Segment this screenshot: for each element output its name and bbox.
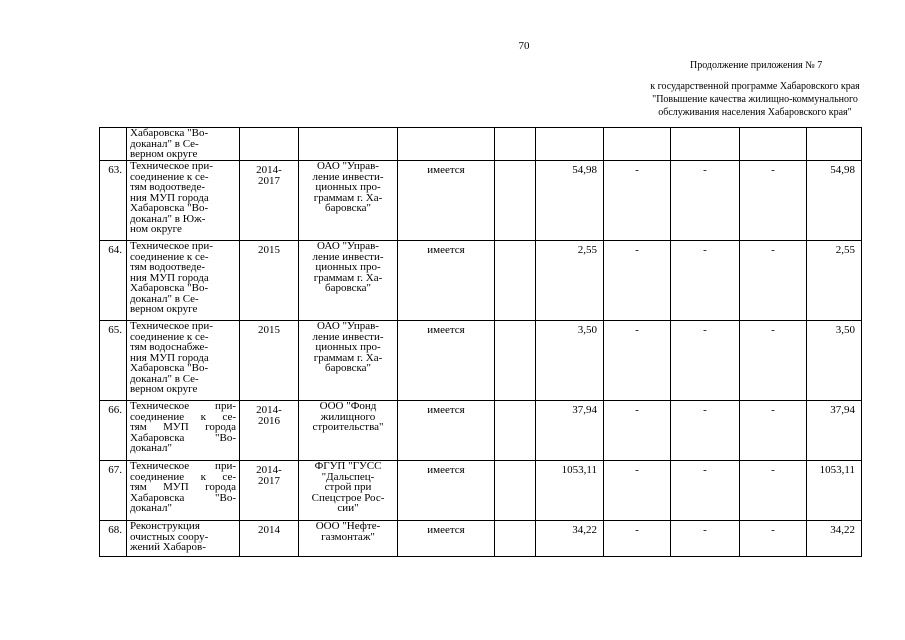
row-number	[100, 128, 127, 161]
years-line: 2017	[258, 474, 280, 487]
empty-cell	[495, 401, 536, 461]
measure-name	[127, 161, 240, 241]
local-value: -	[740, 161, 807, 241]
table-row	[100, 161, 862, 241]
measure-name-line: Техническое при-	[130, 460, 236, 472]
measure-name	[127, 128, 240, 161]
regional-value: -	[671, 321, 740, 401]
table-row	[100, 401, 862, 461]
total-value: 37,94	[536, 401, 604, 461]
measure-name-line: верном округе	[130, 303, 198, 315]
years-line: 2014	[258, 524, 280, 536]
table-row	[100, 521, 862, 557]
documentation-status	[398, 128, 495, 161]
executor-org-line: граммам г. Ха-	[313, 351, 383, 364]
program-title-line: к государственной программе Хабаровского края	[650, 81, 860, 92]
measure-name-line: Хабаровска "Во-	[130, 282, 209, 294]
local-value: -	[740, 461, 807, 521]
measure-name-line: верном округе	[130, 383, 198, 395]
local-value	[740, 128, 807, 161]
measure-name-line: ния МУП города	[130, 271, 209, 284]
empty-cell	[495, 521, 536, 557]
measure-name-line: соединение к се-	[130, 250, 209, 263]
extra-budget-value	[807, 128, 862, 161]
local-value: -	[740, 521, 807, 557]
measure-name	[127, 241, 240, 321]
executor-org-line: баровска"	[324, 202, 372, 214]
measure-name-line: Хабаровска "Во-	[130, 202, 209, 214]
executor-org-line: ОАО "Управ-	[317, 240, 379, 252]
executor-org	[299, 521, 398, 557]
executor-org-line: граммам г. Ха-	[313, 271, 383, 284]
page-number: 70	[518, 40, 530, 52]
executor-org	[299, 161, 398, 241]
program-table	[99, 127, 862, 557]
total-value: 54,98	[536, 161, 604, 241]
extra-budget-value: 1053,11	[807, 461, 862, 521]
executor-org-line: ООО "Фонд	[319, 400, 377, 412]
program-title-line: обслуживания населения Хабаровского края"	[658, 107, 852, 118]
years-cell	[240, 461, 299, 521]
executor-org-line: строительства"	[312, 421, 384, 433]
years-cell	[240, 521, 299, 557]
executor-org-line: ционных про-	[315, 181, 381, 193]
measure-name-line: жений Хабаров-	[130, 541, 206, 553]
executor-org-line: граммам г. Ха-	[313, 191, 383, 204]
measure-name-line: Техническое при-	[130, 240, 213, 252]
row-number: 63.	[100, 161, 127, 241]
total-value	[536, 128, 604, 161]
years-cell	[240, 321, 299, 401]
measure-name-line: соединение к се-	[130, 410, 236, 423]
measure-name-line: верном округе	[130, 148, 198, 160]
measure-name-line: соединение к се-	[130, 330, 209, 343]
measure-name-line: тям МУП города	[130, 481, 236, 493]
documentation-status: имеется	[398, 321, 495, 401]
executor-org-line: баровска"	[324, 282, 372, 294]
executor-org-line: ФГУП "ГУСС	[314, 460, 382, 472]
row-number: 64.	[100, 241, 127, 321]
row-number: 68.	[100, 521, 127, 557]
measure-name-line: Хабаровска "Во-	[130, 491, 236, 504]
extra-budget-value: 2,55	[807, 241, 862, 321]
executor-org-line: Спецстрое Рос-	[311, 491, 385, 504]
program-title	[620, 80, 890, 119]
documentation-status: имеется	[398, 401, 495, 461]
regional-value: -	[671, 241, 740, 321]
federal-value: -	[604, 401, 671, 461]
executor-org	[299, 401, 398, 461]
executor-org-line: "Дальспец-	[321, 470, 375, 483]
executor-org-line: жилищного	[320, 410, 376, 423]
years-cell	[240, 128, 299, 161]
table-row	[100, 241, 862, 321]
executor-org	[299, 241, 398, 321]
executor-org-line: ОАО "Управ-	[317, 320, 379, 332]
measure-name-line: Хабаровска "Во-	[130, 362, 209, 374]
documentation-status: имеется	[398, 461, 495, 521]
row-number: 66.	[100, 401, 127, 461]
program-title-line: "Повышение качества жилищно-коммунального	[652, 94, 858, 105]
executor-org	[299, 128, 398, 161]
measure-name-line: доканал" в Се-	[130, 137, 199, 150]
measure-name-line: тям водоотведе-	[130, 181, 206, 193]
measure-name-line: ния МУП города	[130, 351, 209, 364]
executor-org-line: ООО "Нефте-	[315, 520, 381, 532]
local-value: -	[740, 321, 807, 401]
table-row	[100, 128, 862, 161]
regional-value: -	[671, 521, 740, 557]
measure-name-line: соединение к се-	[130, 470, 236, 483]
federal-value	[604, 128, 671, 161]
measure-name-line: соединение к се-	[130, 170, 209, 183]
measure-name-line: тям водоотведе-	[130, 261, 206, 273]
table-row	[100, 461, 862, 521]
federal-value: -	[604, 161, 671, 241]
years-line: 2014-	[256, 404, 282, 416]
executor-org-line: газмонтаж"	[321, 530, 375, 543]
empty-cell	[495, 128, 536, 161]
measure-name-line: доканал" в Се-	[130, 372, 199, 385]
years-cell	[240, 161, 299, 241]
documentation-status: имеется	[398, 241, 495, 321]
row-number: 67.	[100, 461, 127, 521]
years-line: 2017	[258, 174, 280, 187]
years-cell	[240, 401, 299, 461]
total-value: 2,55	[536, 241, 604, 321]
measure-name	[127, 321, 240, 401]
executor-org-line: сии"	[337, 502, 359, 514]
local-value: -	[740, 401, 807, 461]
measure-name-line: Техническое при-	[130, 320, 213, 332]
empty-cell	[495, 161, 536, 241]
executor-org-line: баровска"	[324, 362, 372, 374]
years-line: 2016	[258, 414, 280, 427]
federal-value: -	[604, 321, 671, 401]
years-line: 2014-	[256, 164, 282, 176]
executor-org-line: ление инвести-	[312, 170, 384, 183]
empty-cell	[495, 321, 536, 401]
federal-value: -	[604, 241, 671, 321]
executor-org	[299, 461, 398, 521]
regional-value: -	[671, 161, 740, 241]
measure-name-line: очистных соору-	[130, 530, 209, 543]
empty-cell	[495, 241, 536, 321]
total-value: 1053,11	[536, 461, 604, 521]
federal-value: -	[604, 521, 671, 557]
executor-org-line: ционных про-	[315, 341, 381, 353]
measure-name-line: Техническое при-	[130, 400, 236, 412]
total-value: 3,50	[536, 321, 604, 401]
documentation-status: имеется	[398, 521, 495, 557]
measure-name-line: доканал" в Юж-	[130, 212, 206, 225]
measure-name-line: ния МУП города	[130, 191, 209, 204]
measure-name	[127, 401, 240, 461]
regional-value: -	[671, 461, 740, 521]
executor-org	[299, 321, 398, 401]
empty-cell	[495, 461, 536, 521]
local-value: -	[740, 241, 807, 321]
measure-name-line: Техническое при-	[130, 160, 213, 172]
extra-budget-value: 54,98	[807, 161, 862, 241]
measure-name-line: Реконструкция	[130, 520, 200, 532]
measure-name-line: тям водоснабже-	[130, 341, 209, 353]
executor-org-line: ционных про-	[315, 261, 381, 273]
years-line: 2015	[258, 244, 280, 256]
measure-name	[127, 461, 240, 521]
measure-name-line: доканал"	[130, 442, 173, 454]
total-value: 34,22	[536, 521, 604, 557]
measure-name-line: тям МУП города	[130, 421, 236, 433]
row-number: 65.	[100, 321, 127, 401]
measure-name-line: доканал"	[130, 502, 173, 514]
measure-name-line: доканал" в Се-	[130, 292, 199, 305]
measure-name-line: Хабаровска "Во-	[130, 127, 209, 139]
appendix-continuation: Продолжение приложения № 7	[690, 60, 823, 71]
measure-name	[127, 521, 240, 557]
years-cell	[240, 241, 299, 321]
table-row	[100, 321, 862, 401]
measure-name-line: ном округе	[130, 223, 182, 235]
years-line: 2014-	[256, 464, 282, 476]
extra-budget-value: 34,22	[807, 521, 862, 557]
executor-org-line: ление инвести-	[312, 330, 384, 343]
extra-budget-value: 37,94	[807, 401, 862, 461]
executor-org-line: ОАО "Управ-	[317, 160, 379, 172]
measure-name-line: Хабаровска "Во-	[130, 431, 236, 444]
federal-value: -	[604, 461, 671, 521]
executor-org-line: ление инвести-	[312, 250, 384, 263]
regional-value: -	[671, 401, 740, 461]
executor-org-line: строй при	[324, 481, 372, 493]
regional-value	[671, 128, 740, 161]
extra-budget-value: 3,50	[807, 321, 862, 401]
years-line: 2015	[258, 324, 280, 336]
documentation-status: имеется	[398, 161, 495, 241]
